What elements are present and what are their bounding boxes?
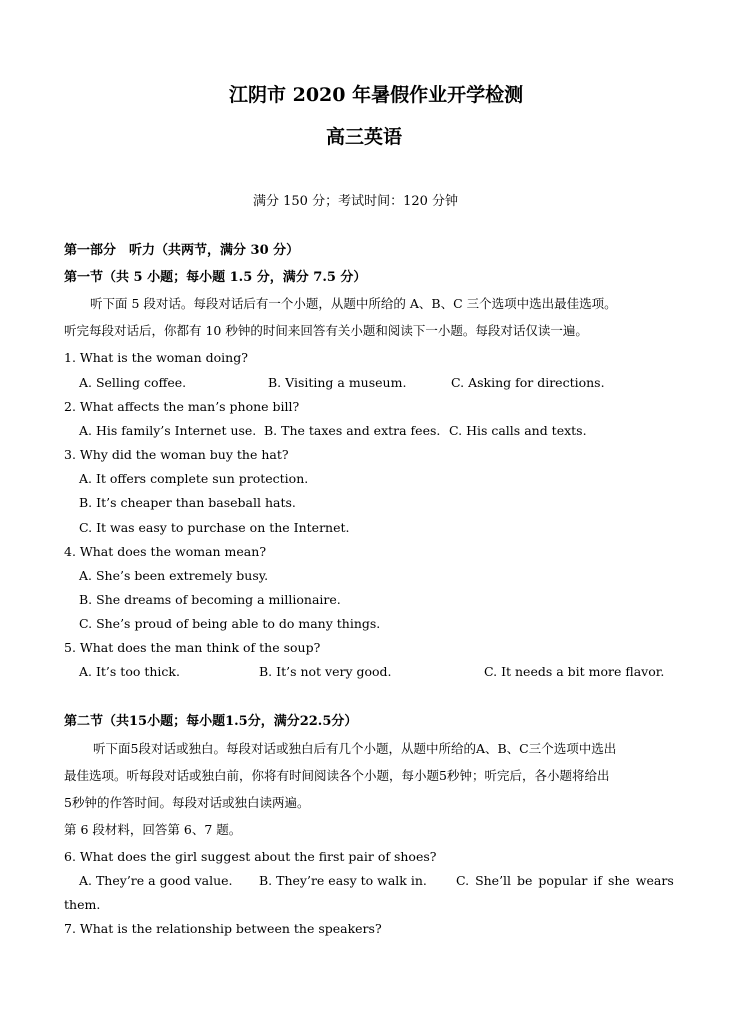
part1-heading: 第一部分 听力（共两节，满分 30 分） — [64, 243, 300, 258]
exam-subject: 高三英语 — [326, 126, 403, 148]
material-6-note: 第 6 段材料，回答第 6、7 题。 — [64, 822, 242, 837]
question-5-option-c: C. It needs a bit more flavor. — [484, 664, 665, 679]
question-2-option-a: A. His family’s Internet use. — [79, 423, 257, 438]
question-1-option-a: A. Selling coffee. — [79, 375, 187, 390]
question-1-option-c: C. Asking for directions. — [451, 375, 605, 390]
question-6: 6. What does the girl suggest about the first pair of shoes? — [64, 849, 437, 864]
question-5: 5. What does the man think of the soup? — [64, 640, 321, 655]
section2-heading: 第二节（共15小题；每小题1.5分，满分22.5分） — [64, 714, 358, 729]
section2-instructions-1: 听下面5段对话或独白。每段对话或独白后有几个小题，从题中所给的A、B、C三个选项中选出 — [93, 741, 617, 756]
question-6-option-c-continued: them. — [64, 897, 101, 912]
question-6-option-a: A. They’re a good value. — [79, 873, 233, 888]
question-2-option-c: C. His calls and texts. — [449, 423, 587, 438]
question-3: 3. Why did the woman buy the hat? — [64, 447, 289, 462]
question-6-option-c: C. She’ll be popular if she wears — [456, 873, 674, 888]
question-3-option-b: B. It’s cheaper than baseball hats. — [79, 495, 296, 510]
question-1: 1. What is the woman doing? — [64, 350, 248, 365]
question-4-option-b: B. She dreams of becoming a millionaire. — [79, 592, 341, 607]
section1-instructions-2: 听完每段对话后，你都有 10 秒钟的时间来回答有关小题和阅读下一小题。每段对话仅读一遍。 — [64, 323, 588, 338]
question-4-option-a: A. She’s been extremely busy. — [79, 568, 269, 583]
section2-instructions-2: 最佳选项。听每段对话或独白前，你将有时间阅读各个小题，每小题5秒钟；听完后，各小题将给出 — [64, 768, 610, 783]
question-5-option-a: A. It’s too thick. — [79, 664, 180, 679]
question-5-option-b: B. It’s not very good. — [259, 664, 392, 679]
question-6-option-b: B. They’re easy to walk in. — [259, 873, 427, 888]
question-1-option-b: B. Visiting a museum. — [268, 375, 407, 390]
exam-title: 江阴市 2020 年暑假作业开学检测 — [229, 84, 524, 106]
exam-meta: 满分 150 分；考试时间：120 分钟 — [253, 194, 459, 209]
question-4-option-c: C. She’s proud of being able to do many things. — [79, 616, 381, 631]
section2-instructions-3: 5秒钟的作答时间。每段对话或独白读两遍。 — [64, 795, 310, 810]
question-7: 7. What is the relationship between the speakers? — [64, 921, 382, 936]
question-2-option-b: B. The taxes and extra fees. — [264, 423, 441, 438]
section1-instructions-1: 听下面 5 段对话。每段对话后有一个小题，从题中所给的 A、B、C 三个选项中选出最佳选项。 — [90, 296, 617, 311]
question-2: 2. What affects the man’s phone bill? — [64, 399, 300, 414]
question-3-option-a: A. It offers complete sun protection. — [79, 471, 309, 486]
question-4: 4. What does the woman mean? — [64, 544, 267, 559]
section1-heading: 第一节（共 5 小题；每小题 1.5 分，满分 7.5 分） — [64, 270, 367, 285]
question-3-option-c: C. It was easy to purchase on the Internet. — [79, 520, 350, 535]
